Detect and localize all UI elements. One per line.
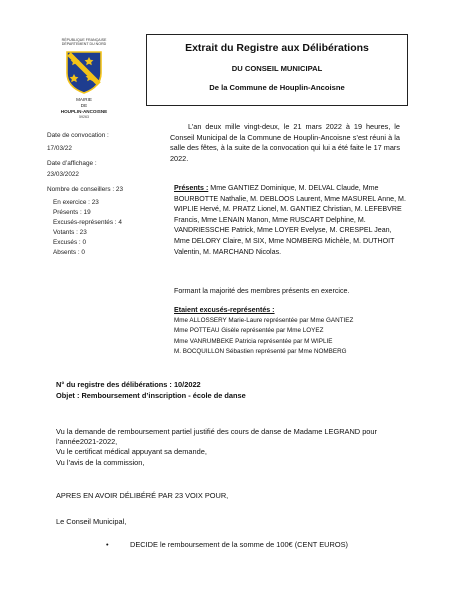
- count-item: En exercice : 23: [53, 199, 99, 206]
- excused-section: [174, 306, 406, 357]
- excused-header: Etaient excusés-représentés :: [174, 306, 275, 314]
- count-item: Absents : 0: [53, 249, 85, 256]
- meta-counts: [47, 184, 123, 258]
- council-statement: Le Conseil Municipal,: [56, 517, 127, 526]
- decision-item: [106, 540, 348, 549]
- affichage-date: 23/03/2022: [47, 171, 79, 178]
- meta-affichage: [47, 158, 97, 180]
- excused-row: Mme POTTEAU Gisèle représentée par Mme LOYEZ: [174, 327, 324, 335]
- majority-statement: Formant la majorité des membres présents en exercice.: [174, 287, 350, 295]
- logo-de-label: DE: [80, 102, 88, 108]
- document-subtitle-commune: De la Commune de Houplin-Ancoisne: [209, 83, 345, 92]
- presents-paragraph: [174, 183, 406, 257]
- title-box: [146, 34, 408, 106]
- logo-mairie-label: MAIRIE: [76, 96, 92, 102]
- logo-postal-code: 59263: [79, 114, 89, 119]
- count-item: Excusés : 0: [53, 239, 87, 246]
- decision-text: DECIDE le remboursement de la somme de 100€ (CENT EUROS): [130, 540, 348, 549]
- presents-label: Présents :: [174, 184, 209, 192]
- conseillers-count: Nombre de conseillers : 23: [47, 186, 124, 193]
- registry-object: Objet : Remboursement d’inscription - école de danse: [56, 390, 246, 400]
- excused-row: Mme VANRUMBEKE Patricia représentée par M WIPLIE: [174, 337, 333, 345]
- intro-paragraph: L’an deux mille vingt-deux, le 21 mars 2022 à 19 heures, le Conseil Municipal de la Commune de Houplin-Ancoisne s’est réuni à la salle des fêtes, à la suite de la convocation qui lui a été faite le 17 mars 2022.: [170, 122, 400, 163]
- count-item: Excusés-représentés : 4: [53, 219, 122, 226]
- consideration-line: Vu le certificat médical appuyant sa demande,: [56, 447, 207, 457]
- deliberation-statement: APRES EN AVOIR DÉLIBÉRÉ PAR 23 VOIX POUR,: [56, 491, 229, 500]
- convocation-label: Date de convocation :: [47, 132, 109, 139]
- coat-of-arms-icon: [65, 49, 103, 95]
- bullet-icon: •: [106, 540, 109, 549]
- count-item: Votants : 23: [53, 229, 87, 236]
- excused-row: Mme ALLOSSERY Marie-Laure représentée par Mme GANTIEZ: [174, 317, 354, 324]
- count-item: Présents : 19: [53, 209, 91, 216]
- excused-row: M. BOCQUILLON Sébastien représenté par Mme NOMBERG: [174, 347, 347, 355]
- logo-republique: RÉPUBLIQUE FRANÇAISE: [61, 38, 107, 42]
- document-title: Extrait du Registre aux Délibérations: [185, 42, 369, 54]
- logo-departement: DÉPARTEMENT DU NORD: [61, 42, 107, 47]
- registry-number: N° du registre des délibérations : 10/2022: [56, 380, 201, 389]
- document-subtitle-council: DU CONSEIL MUNICIPAL: [231, 64, 323, 73]
- considerations: [56, 427, 401, 468]
- presents-list: Mme GANTIEZ Dominique, M. DELVAL Claude, Mme BOURBOTTE Nathalie, M. DEBLOOS Laurent, Mme MASUREL Anne, M. WIPLIE Hervé, M. PRATZ Lionel, M. GANTIEZ Christian, M. LEFEBVRE Francis, Mme LENAIN Manon, Mme RUSCART Delphine, M. VANDRIESSCHE Patrick, Mme LOYER Evelyse, M. CRESPEL Jean, Mme DELORY Claire, M SIX, Mme NOMBERG Michèle, M. DUTHOIT Valentin, M. MARCHAND Nicolas.: [174, 184, 406, 256]
- affichage-label: Date d’affichage :: [47, 160, 97, 167]
- logo-commune-label: HOUPLIN-ANCOISNE: [60, 108, 108, 114]
- registry-block: [56, 380, 246, 401]
- meta-convocation: [47, 130, 109, 154]
- municipal-logo: [52, 38, 116, 119]
- consideration-line: Vu la demande de remboursement partiel justifié des cours de danse de Madame LEGRAND pour l’année2021-2022,: [56, 427, 377, 447]
- convocation-date: 17/03/22: [47, 145, 72, 152]
- consideration-line: Vu l’avis de la commission,: [56, 457, 145, 467]
